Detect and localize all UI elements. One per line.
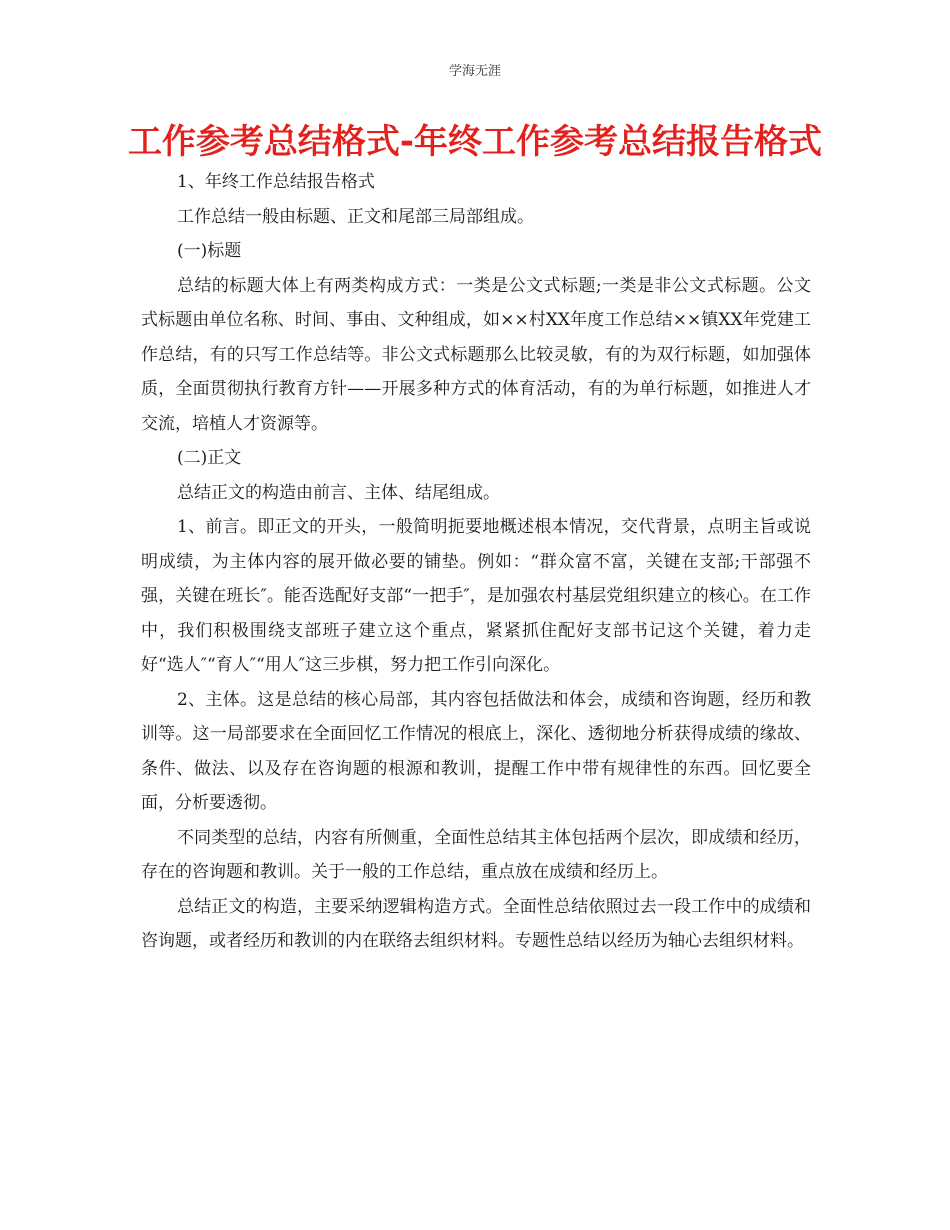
subheading-body: (二)正文 <box>177 448 242 468</box>
document-title: 工作参考总结格式-年终工作参考总结报告格式 <box>127 122 823 162</box>
subheading-title: (一)标题 <box>177 241 242 261</box>
document-body <box>141 165 811 959</box>
section-heading-year-end-format: 1、年终工作总结报告格式 <box>177 172 375 192</box>
paragraph-composition: 工作总结一般由标题、正文和尾部三局部组成。 <box>177 206 534 227</box>
running-header: 学海无涯 <box>448 64 501 79</box>
paragraph-summary-types: 不同类型的总结，内容有所侧重，全面性总结其主体包括两个层次，即成绩和经历，存在的咨询题和教训。关于一般的工作总结，重点放在成绩和经历上。 <box>141 827 811 882</box>
paragraph-title-types: 总结的标题大体上有两类构成方式：一类是公文式标题;一类是非公文式标题。公文式标题由单位名称、时间、事由、文种组成，如××村XX年度工作总结××镇XX年党建工作总结，有的只写工作总结等。非公文式标题那么比较灵敏，有的为双行标题，如加强体质，全面贯彻执行教育方针——开展多种方式的体育活动，有的为单行标题，如推进人才交流，培植人才资源等。 <box>141 275 811 434</box>
paragraph-logical-structure: 总结正文的构造，主要采纳逻辑构造方式。全面性总结依照过去一段工作中的成绩和咨询题，或者经历和教训的内在联络去组织材料。专题性总结以经历为轴心去组织材料。 <box>141 896 811 951</box>
paragraph-body-structure: 总结正文的构造由前言、主体、结尾组成。 <box>177 482 500 503</box>
paragraph-preface: 1、前言。即正文的开头，一般简明扼要地概述根本情况，交代背景，点明主旨或说明成绩，为主体内容的展开做必要的铺垫。例如：“群众富不富，关键在支部;干部强不强，关键在班长″。能否选配好支部“一把手″，是加强农村基层党组织建立的核心。在工作中，我们积极围绕支部班子建立这个重点，紧紧抓住配好支部书记这个关键，着力走好“选人″“育人″“用人″这三步棋，努力把工作引向深化。 <box>141 517 811 675</box>
paragraph-main-body: 2、主体。这是总结的核心局部，其内容包括做法和体会，成绩和咨询题，经历和教训等。这一局部要求在全面回忆工作情况的根底上，深化、透彻地分析获得成绩的缘故、条件、做法、以及存在咨询题的根源和教训，提醒工作中带有规律性的东西。回忆要全面，分析要透彻。 <box>141 689 811 813</box>
